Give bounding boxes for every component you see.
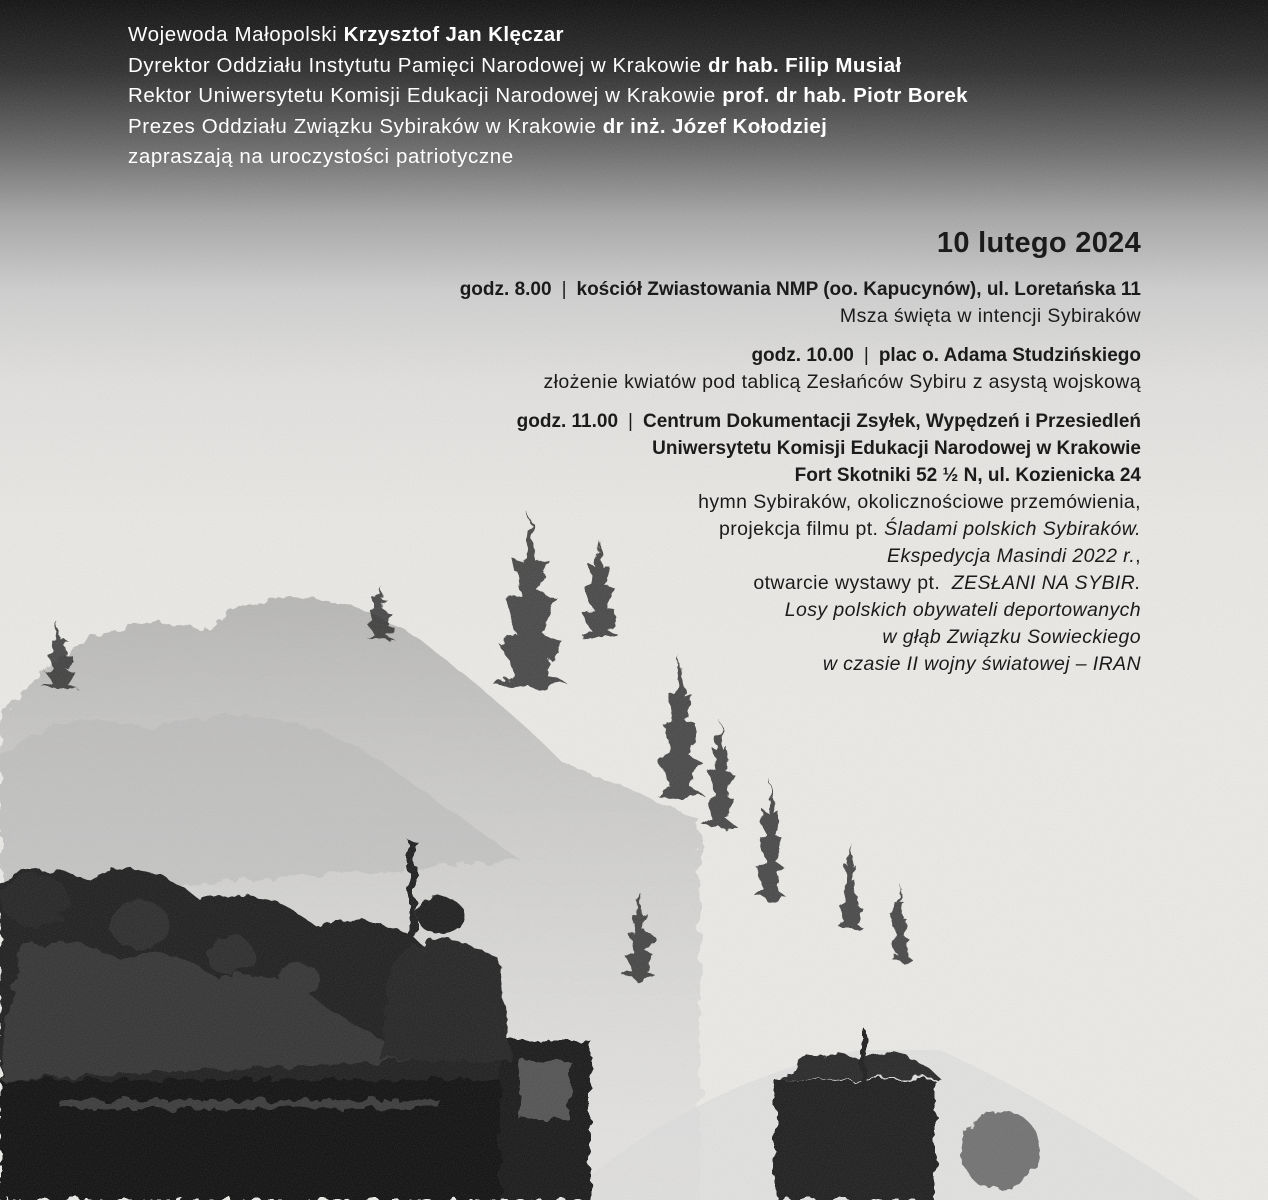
- host-name: dr inż. Józef Kołodziej: [602, 114, 828, 138]
- film-title: Ekspedycja Masindi 2022 r.: [887, 545, 1136, 567]
- schedule-item-heading: [241, 408, 1141, 435]
- host-line: [128, 51, 1228, 82]
- event-description: [241, 516, 1141, 543]
- event-place: kościół Zwiastowania NMP (oo. Kapucynów), ul. Loretańska 11: [576, 279, 1141, 300]
- event-time: godz. 8.00: [459, 279, 552, 300]
- punctuation: ,: [1135, 545, 1141, 567]
- separator: |: [863, 345, 869, 366]
- schedule-item: [241, 342, 1141, 396]
- schedule-item-heading: [241, 276, 1141, 303]
- exhibition-title: w czasie II wojny światowej – IRAN: [822, 653, 1141, 675]
- event-time: godz. 10.00: [751, 345, 854, 366]
- separator: |: [561, 279, 567, 300]
- event-address: Fort Skotniki 52 ½ N, ul. Kozienicka 24: [794, 465, 1141, 486]
- host-line: [128, 112, 1228, 143]
- host-role: Wojewoda Małopolski: [128, 23, 338, 46]
- exhibition-title: Losy polskich obywateli deportowanych: [784, 599, 1141, 621]
- event-date: 10 lutego 2024: [936, 227, 1141, 259]
- event-description: Msza święta w intencji Sybiraków: [839, 305, 1141, 327]
- schedule-item: [241, 276, 1141, 330]
- invitation-closing: zapraszają na uroczystości patriotyczne: [128, 145, 514, 168]
- film-prefix: projekcja filmu pt.: [719, 518, 885, 540]
- separator: |: [628, 411, 633, 432]
- exhibition-prefix: otwarcie wystawy pt.: [753, 572, 952, 594]
- program-schedule: [241, 224, 1141, 690]
- event-place: Centrum Dokumentacji Zsyłek, Wypędzeń i Przesiedleń: [642, 411, 1141, 432]
- schedule-item-heading: [241, 342, 1141, 369]
- host-role: Prezes Oddziału Związku Sybiraków w Krakowie: [128, 114, 597, 138]
- exhibition-title: ZESŁANI NA SYBIR.: [951, 572, 1141, 594]
- schedule-item: [241, 408, 1141, 678]
- invitation-block: [128, 20, 1228, 173]
- event-place-line: Uniwersytetu Komisji Edukacji Narodowej w Krakowie: [652, 438, 1141, 459]
- host-name: dr hab. Filip Musiał: [707, 53, 902, 77]
- event-description: [241, 624, 1141, 651]
- event-description: [241, 543, 1141, 570]
- event-description: [241, 651, 1141, 678]
- event-description: [241, 570, 1141, 597]
- event-time: godz. 11.00: [516, 411, 619, 432]
- event-description: hymn Sybiraków, okolicznościowe przemówienia,: [698, 491, 1141, 513]
- host-line: [128, 81, 1228, 112]
- host-role: Rektor Uniwersytetu Komisji Edukacji Narodowej w Krakowie: [128, 84, 716, 107]
- event-description: [241, 597, 1141, 624]
- exhibition-title: w głąb Związku Sowieckiego: [882, 626, 1141, 648]
- host-role: Dyrektor Oddziału Instytutu Pamięci Narodowej w Krakowie: [128, 53, 702, 77]
- film-title: Śladami polskich Sybiraków.: [884, 518, 1141, 540]
- host-name: Krzysztof Jan Klęczar: [343, 23, 564, 46]
- host-line: [128, 20, 1228, 51]
- event-description: złożenie kwiatów pod tablicą Zesłańców Sybiru z asystą wojskową: [543, 371, 1141, 393]
- host-name: prof. dr hab. Piotr Borek: [722, 84, 968, 107]
- event-place: plac o. Adama Studzińskiego: [878, 345, 1141, 366]
